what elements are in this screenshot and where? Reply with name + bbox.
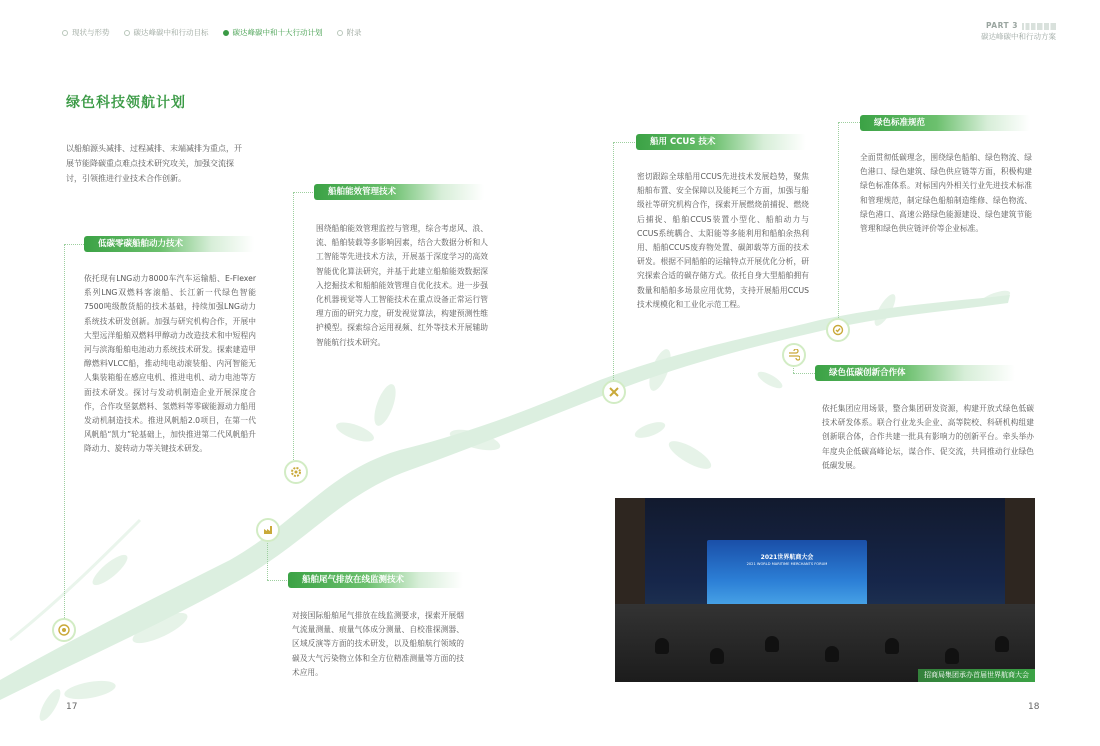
leaf-icon — [63, 678, 117, 703]
connector-line — [293, 192, 315, 193]
connector-line — [613, 142, 614, 382]
section-text-cooperation: 依托集团应用场景，整合集团研发资源，构建开放式绿色低碳技术研发体系。联合行业龙头企业、高等院校、科研机构组建创新联合体，合作共建一批具有影响力的创新平台。牵头举办年度央企低碳高峰论坛，谋合作、促交流，共同推动行业绿色低碳发展。 — [822, 404, 1034, 470]
page-number-right: 18 — [1028, 702, 1040, 712]
section-label-exhaust: 船舶尾气排放在线监测技术 — [288, 572, 463, 588]
connector-line — [64, 244, 86, 245]
section-label-lng: 低碳零碳船舶动力技术 — [84, 236, 254, 252]
section-text-ccus: 密切跟踪全球船用CCUS先进技术发展趋势，聚焦船舶布置、安全保障以及能耗三个方面，加强与船级社等研究机构合作，探索开展燃烧前捕捉、燃烧后捕捉、船舶CCUS装置小型化、船舶动力与CCUS系统耦合、太阳能等多能利用和船舶余热利用、船舶CCUS废弃物处置、碳卸载等方面的技术研发。根据不同船舶的运输特点开展优化分析，研究探索合适的碳存储方式。依托自身大型船舶拥有数量和船舶多场景应用优势，支持开展船用CCUS技术规模化和工业化示范工程。 — [637, 172, 809, 309]
gear-icon — [290, 466, 302, 478]
nav-label: 现状与形势 — [72, 28, 110, 37]
section-text-lng: 依托现有LNG动力8000车汽车运输船、E-Flexer系列LNG双燃料客滚船、长江新一代绿色智能7500吨级散货船的技术基础，持续加强LNG动力系统技术研发创新。加强与研究机构合作，开展中大型远洋船舶双燃料甲醇动力改造技术和中短程内河与滨海船舶电池动力系统技术研发。探索建造甲醇燃料VLCC船，推动纯电动滚装船、内河智能无人集装箱船在感应电机、推进电机、动力电池等方面技术研发。探讨与发动机制造企业开展深度合作，合作攻坚氨燃料、氢燃料等零碳能源动力船用发动机制造技术。推进风帆船2.0项目，在第一代风帆船“凯力”轮基础上，加快推进第二代风帆船升降动力、旋转动力等关键技术研发。 — [84, 274, 256, 454]
standard-icon — [832, 324, 844, 336]
leaf-icon — [36, 686, 64, 723]
page-number-left: 17 — [66, 702, 78, 712]
page-title: 绿色科技领航计划 — [66, 95, 186, 111]
connector-line — [793, 373, 815, 374]
node-efficiency — [284, 460, 308, 484]
photo-wall — [615, 498, 645, 604]
node-cooperation — [782, 343, 806, 367]
stage-screen — [707, 540, 867, 608]
intro-text: 以船舶源头减排、过程减排、末端减排为重点，开展节能降碳重点难点技术研究攻关，加强交流探讨，引领推进行业技术合作创新。 — [66, 144, 242, 183]
node-standard — [826, 318, 850, 342]
leaf-icon — [58, 624, 70, 636]
connector-line — [838, 122, 839, 322]
event-photo — [615, 498, 1035, 682]
audience-head — [885, 638, 899, 654]
section-label-cooperation: 绿色低碳创新合作体 — [815, 365, 1015, 381]
nav-label: 碳达峰碳中和十大行动计划 — [232, 28, 323, 37]
part-number: PART 3 — [986, 21, 1018, 30]
node-exhaust — [256, 518, 280, 542]
leaf-icon — [370, 382, 400, 429]
connector-line — [613, 142, 635, 143]
audience-head — [765, 636, 779, 652]
factory-icon — [262, 524, 274, 536]
photo-caption: 招商局集团承办首届世界航商大会 — [918, 669, 1035, 682]
wind-icon — [788, 349, 800, 361]
audience-head — [825, 646, 839, 662]
section-text-standard: 全面贯彻低碳理念，围绕绿色船舶、绿色物流、绿色港口、绿色建筑、绿色供应链等方面，积极构建绿色标准体系。对标国内外相关行业先进技术标准和管理规范，制定绿色船舶制造维修、绿色物流、绿色港口、高速公路绿色能源建设、绿色建筑节能管理和绿色供应链评价等企业标准。 — [860, 153, 1032, 234]
node-ccus — [602, 380, 626, 404]
node-lng — [52, 618, 76, 642]
nav-label: 碳达峰碳中和行动目标 — [133, 28, 209, 37]
section-label-ccus: 船用 CCUS 技术 — [636, 134, 806, 150]
connector-line — [64, 244, 65, 624]
audience-head — [995, 636, 1009, 652]
leaf-icon — [755, 369, 784, 392]
nav-label: 附录 — [346, 28, 362, 37]
leaf-icon — [633, 419, 667, 441]
leaf-icon — [665, 436, 715, 474]
audience-head — [655, 638, 669, 654]
screen-subtitle: 2021 WORLD MARITIME MERCHANTS FORUM — [746, 562, 828, 566]
leaf-icon — [89, 550, 132, 589]
screen-title: 2021世界航商大会 — [760, 554, 814, 561]
part-subtitle: 碳达峰碳中和行动方案 — [981, 32, 1056, 41]
section-label-efficiency: 船舶能效管理技术 — [314, 184, 484, 200]
photo-wall — [1005, 498, 1035, 604]
connector-line — [293, 192, 294, 460]
audience-head — [710, 648, 724, 664]
audience-head — [945, 648, 959, 664]
section-text-exhaust: 对接国际船舶尾气排放在线监测要求，探索开展烟气流量测量、痕量气体成分测量、自校准探测器、区域反演等方面的技术研发，以及船舶航行领域的碳及大气污染物立体和全方位精准测量等方面的技术应用。 — [292, 611, 464, 677]
leaf-icon — [334, 419, 376, 446]
connector-line — [838, 122, 860, 123]
connector-line — [267, 580, 289, 581]
section-label-standard: 绿色标准规范 — [860, 115, 1030, 131]
section-text-efficiency: 围绕船舶能效管理监控与管理，综合考虑风、浪、流、船舶装载等多影响因素，结合大数据分析和人工智能等先进技术方法，开展基于深度学习的高效智能优化算法研究，并基于此建立船舶能效数据深入挖掘技术和船舶能效管理自优化技术。进一步强化机器视觉等人工智能技术在重点设备正常运行管理方面的研究力度，研发视觉算法，构建预测性维护模型。探索综合运用视频、红外等技术开展辅助智能航行技术研究。 — [316, 224, 488, 347]
propeller-icon — [608, 386, 620, 398]
